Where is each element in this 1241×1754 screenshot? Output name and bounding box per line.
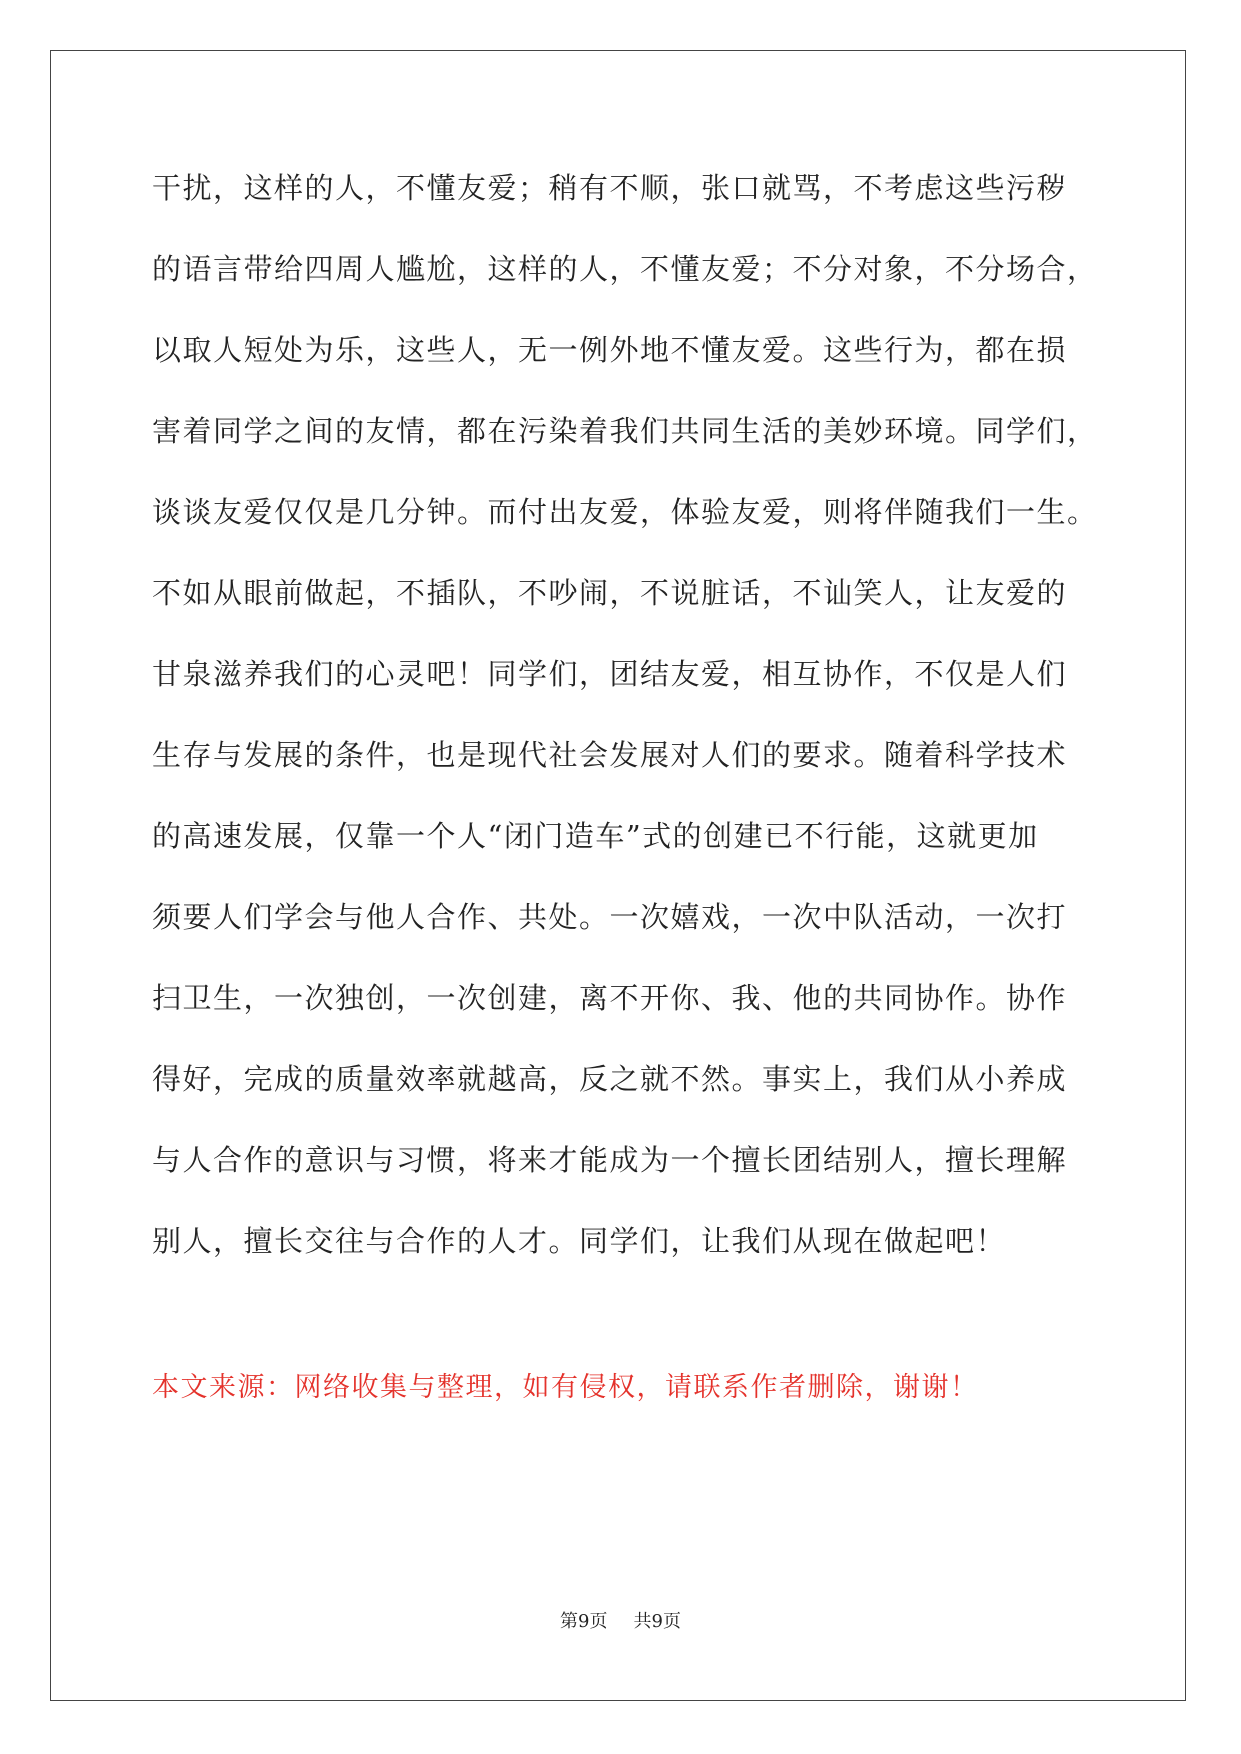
body-line: 的高速发展，仅靠一个人“闭门造车”式的创建已不行能，这就更加 bbox=[152, 819, 1039, 853]
body-line: 谈谈友爱仅仅是几分钟。而付出友爱，体验友爱，则将伴随我们一生。 bbox=[152, 495, 1098, 529]
body-line: 别人，擅长交往与合作的人才。同学们，让我们从现在做起吧！ bbox=[152, 1224, 1007, 1258]
body-line: 与人合作的意识与习惯，将来才能成为一个擅长团结别人，擅长理解 bbox=[152, 1143, 1068, 1177]
document-body bbox=[152, 160, 1102, 1294]
body-line: 不如从眼前做起，不插队，不吵闹，不说脏话，不讪笑人，让友爱的 bbox=[152, 576, 1068, 610]
current-page-number: 第9页 bbox=[560, 1611, 608, 1632]
body-line: 扫卫生，一次独创，一次创建，离不开你、我、他的共同协作。协作 bbox=[152, 981, 1068, 1015]
body-line: 甘泉滋养我们的心灵吧！同学们，团结友爱，相互协作，不仅是人们 bbox=[152, 657, 1068, 691]
body-line: 须要人们学会与他人合作、共处。一次嬉戏，一次中队活动，一次打 bbox=[152, 900, 1068, 934]
body-line: 害着同学之间的友情，都在污染着我们共同生活的美妙环境。同学们， bbox=[152, 414, 1098, 448]
page-footer bbox=[0, 1610, 1241, 1634]
total-pages: 共9页 bbox=[633, 1611, 681, 1632]
body-line: 得好，完成的质量效率就越高，反之就不然。事实上，我们从小养成 bbox=[152, 1062, 1068, 1096]
body-line: 以取人短处为乐，这些人，无一例外地不懂友爱。这些行为，都在损 bbox=[152, 333, 1068, 367]
body-line: 生存与发展的条件，也是现代社会发展对人们的要求。随着科学技术 bbox=[152, 738, 1068, 772]
body-line: 干扰，这样的人，不懂友爱；稍有不顺，张口就骂，不考虑这些污秽 bbox=[152, 171, 1068, 205]
source-note: 本文来源：网络收集与整理，如有侵权，请联系作者删除，谢谢！ bbox=[152, 1372, 979, 1403]
body-line: 的语言带给四周人尴尬，这样的人，不懂友爱；不分对象，不分场合， bbox=[152, 252, 1098, 286]
